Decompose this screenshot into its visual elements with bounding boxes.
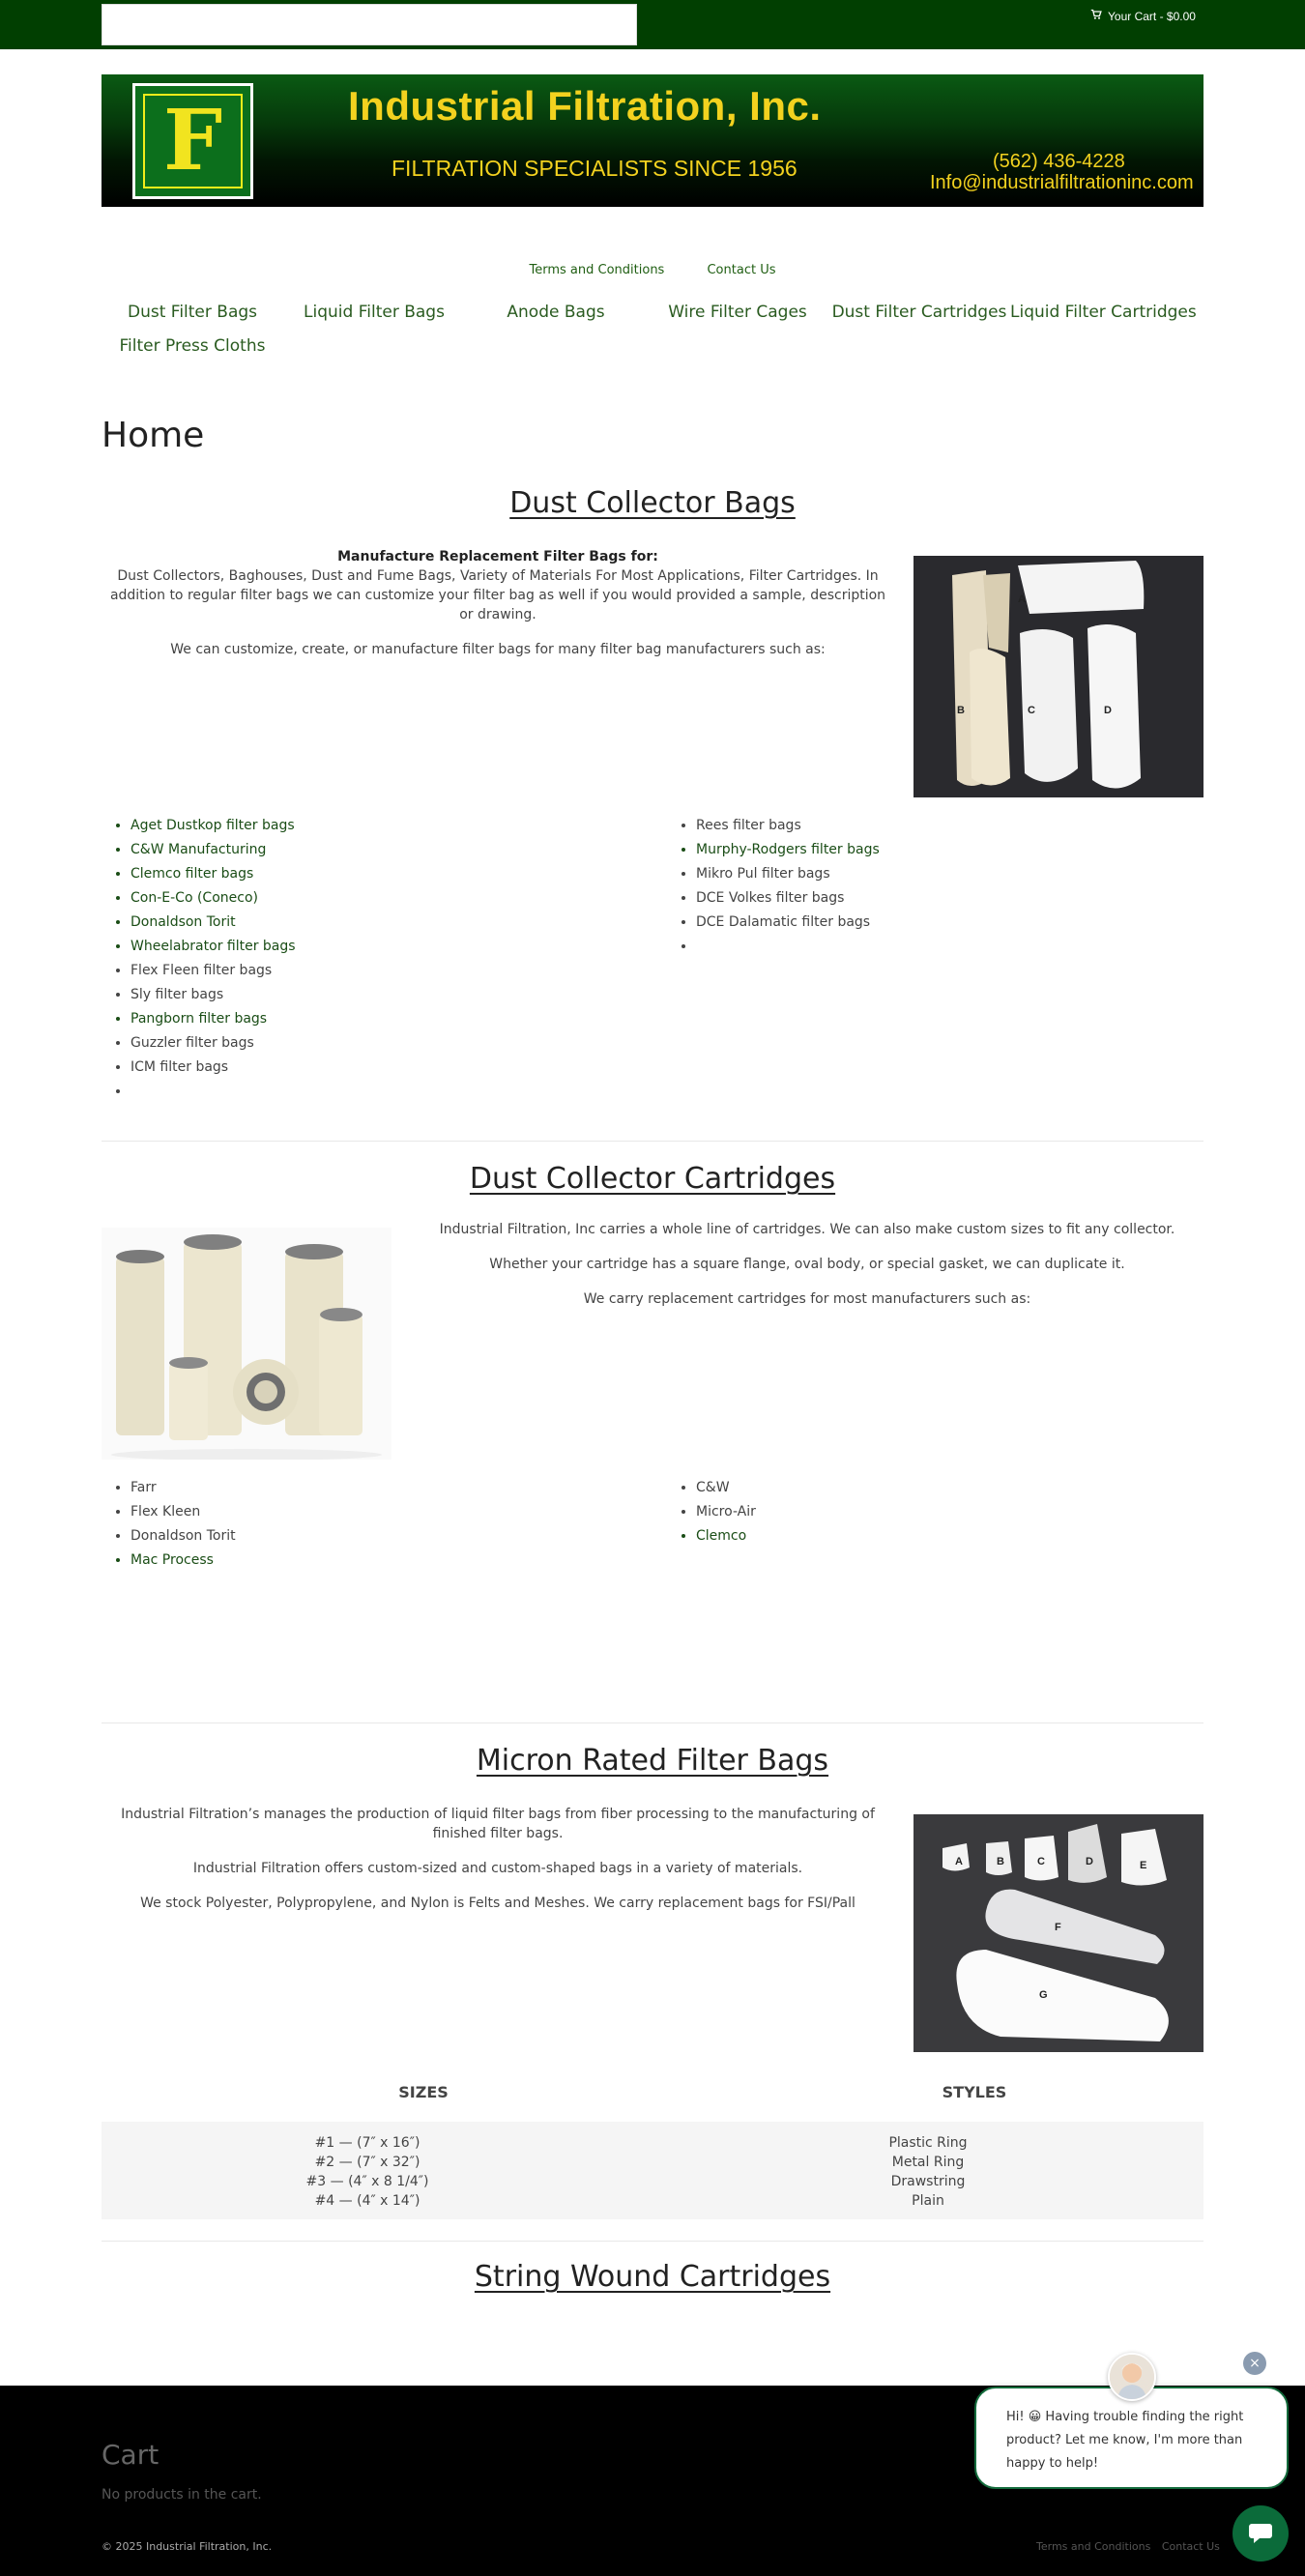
- company-logo: [132, 83, 253, 199]
- sizes-header: [148, 2083, 699, 2101]
- sizes-header-text: SIZES: [398, 2083, 449, 2101]
- footer-contact-link[interactable]: Contact Us: [1161, 2540, 1220, 2553]
- table-cell: Drawstring: [890, 2174, 966, 2189]
- chat-launcher-button[interactable]: [1232, 2505, 1289, 2562]
- section-heading-dust-collector-cartridges[interactable]: Dust Collector Cartridges: [469, 1162, 836, 1196]
- phone-number: (562) 436-4228: [993, 151, 1125, 172]
- cart-link[interactable]: [1090, 9, 1196, 23]
- tagline: FILTRATION SPECIALISTS SINCE 1956: [392, 156, 798, 181]
- section-divider: [102, 1141, 1204, 1142]
- page-title: Home: [102, 416, 205, 456]
- list-item[interactable]: • Mac Process: [130, 1548, 236, 1573]
- section-divider: [102, 1722, 1204, 1723]
- section-heading-string-wound-cartridges[interactable]: String Wound Cartridges: [474, 2260, 831, 2294]
- cartridges-p2: Whether your cartridge has a square flange, oval body, or special gasket, we can duplicate it.: [489, 1257, 1125, 1272]
- chat-agent-avatar: [1108, 2353, 1156, 2401]
- cartridges-list-left: [102, 1476, 236, 1573]
- photo-label-b: B: [957, 705, 965, 716]
- cartridges-list-right: [667, 1476, 756, 1548]
- footer-links: [1029, 2540, 1220, 2553]
- list-item[interactable]: • C&W Manufacturing: [130, 838, 296, 862]
- list-item: • Micro-Air: [696, 1500, 756, 1524]
- micron-bags-photo: [914, 1814, 1204, 2052]
- photo-label-a: A: [955, 1856, 963, 1867]
- cartridges-p3: We carry replacement cartridges for most manufacturers such as:: [583, 1291, 1031, 1307]
- shopping-cart-icon: [1090, 9, 1102, 23]
- photo-label-g: G: [1039, 1989, 1048, 2001]
- nav-item-liquid-filter-bags[interactable]: Liquid Filter Bags: [304, 303, 445, 322]
- list-item: • Sly filter bags: [130, 983, 296, 1007]
- list-item[interactable]: • Clemco filter bags: [130, 862, 296, 886]
- nav-item-filter-press-cloths[interactable]: Filter Press Cloths: [119, 336, 266, 356]
- list-item: • DCE Volkes filter bags: [696, 886, 880, 911]
- cartridges-photo: [102, 1228, 392, 1460]
- list-item: • C&W: [696, 1476, 756, 1500]
- nav-terms-link[interactable]: Terms and Conditions: [529, 263, 665, 277]
- footer-copyright: © 2025 Industrial Filtration, Inc.: [102, 2540, 273, 2553]
- footer-cart-empty: No products in the cart.: [102, 2487, 262, 2503]
- cartridges-text: [420, 1220, 1194, 1324]
- nav-item-dust-filter-bags[interactable]: Dust Filter Bags: [127, 303, 258, 322]
- dust-bags-list-left: [102, 814, 296, 1104]
- company-name: Industrial Filtration, Inc.: [348, 83, 822, 129]
- section-heading-micron-rated-filter-bags[interactable]: Micron Rated Filter Bags: [476, 1744, 829, 1778]
- photo-label-f: F: [1055, 1922, 1061, 1933]
- table-cell: Plastic Ring: [888, 2135, 968, 2151]
- list-item: • DCE Dalamatic filter bags: [696, 911, 880, 935]
- list-item: • Flex Fleen filter bags: [130, 959, 296, 983]
- list-item: • Donaldson Torit: [130, 1524, 236, 1548]
- table-cell: #1 — (7″ x 16″): [314, 2135, 420, 2151]
- dust-bags-photo: [914, 556, 1204, 797]
- list-item[interactable]: • Wheelabrator filter bags: [130, 935, 296, 959]
- section-heading-dust-collector-bags[interactable]: Dust Collector Bags: [509, 486, 796, 520]
- list-item: • Flex Kleen: [130, 1500, 236, 1524]
- table-cell: Metal Ring: [891, 2155, 965, 2170]
- micron-p3: We stock Polyester, Polypropylene, and Nylon is Felts and Meshes. We carry replacement bags for FSI/Pall: [140, 1896, 856, 1911]
- nav-item-wire-filter-cages[interactable]: Wire Filter Cages: [668, 303, 807, 322]
- table-cell: #2 — (7″ x 32″): [314, 2155, 420, 2170]
- list-item[interactable]: • Clemco: [696, 1524, 756, 1548]
- table-cell: Plain: [912, 2193, 944, 2209]
- secondary-nav: [0, 263, 1305, 277]
- dust-bags-intro-bold: Manufacture Replacement Filter Bags for:: [337, 549, 658, 564]
- photo-label-c: C: [1037, 1856, 1045, 1867]
- dust-bags-intro-text: Dust Collectors, Baghouses, Dust and Fume Bags, Variety of Materials For Most Applications, Filter Cartridges. In addition to regular filter bags we can customize your filter bag as well if you would provided a sample, description or drawing.: [109, 568, 886, 622]
- micron-text: [102, 1805, 894, 1928]
- list-item: [696, 935, 880, 959]
- chat-icon: [1247, 2518, 1274, 2549]
- list-item[interactable]: • Pangborn filter bags: [130, 1007, 296, 1031]
- list-item[interactable]: • Aget Dustkop filter bags: [130, 814, 296, 838]
- footer-cart-title: Cart: [102, 2439, 160, 2471]
- nav-item-anode-bags[interactable]: Anode Bags: [507, 303, 605, 322]
- photo-label-a: A: [1018, 593, 1026, 605]
- table-cell: #4 — (4″ x 14″): [314, 2193, 420, 2209]
- dust-bags-intro: [102, 547, 894, 675]
- list-item: [130, 1080, 296, 1104]
- list-item[interactable]: • Donaldson Torit: [130, 911, 296, 935]
- sizes-column: [92, 2133, 643, 2211]
- chat-close-button[interactable]: ×: [1243, 2352, 1266, 2375]
- list-item[interactable]: • Con-E-Co (Coneco): [130, 886, 296, 911]
- nav-item-liquid-filter-cartridges[interactable]: Liquid Filter Cartridges: [1010, 303, 1197, 322]
- search-input[interactable]: [102, 4, 637, 45]
- list-item: • Mikro Pul filter bags: [696, 862, 880, 886]
- table-cell: #3 — (4″ x 8 1/4″): [305, 2174, 429, 2189]
- list-item: • Farr: [130, 1476, 236, 1500]
- header-banner[interactable]: [102, 74, 1204, 207]
- photo-label-b: B: [997, 1856, 1004, 1867]
- micron-p1: Industrial Filtration’s manages the production of liquid filter bags from fiber processing to the manufacturing of finished filter bags.: [121, 1807, 875, 1841]
- list-item[interactable]: • Murphy-Rodgers filter bags: [696, 838, 880, 862]
- cartridges-p1: Industrial Filtration, Inc carries a whole line of cartridges. We can also make custom sizes to fit any collector.: [439, 1222, 1175, 1237]
- photo-label-d: D: [1086, 1856, 1093, 1867]
- email-address: Info@industrialfiltrationinc.com: [930, 172, 1194, 193]
- cart-label: Your Cart - $0.00: [1108, 9, 1196, 23]
- sizes-styles-table: [102, 2122, 1204, 2219]
- section-divider: [102, 2241, 1204, 2242]
- nav-item-dust-filter-cartridges[interactable]: Dust Filter Cartridges: [831, 303, 1007, 322]
- nav-contact-link[interactable]: Contact Us: [707, 263, 776, 277]
- chat-message: Hi! 😀 Having trouble finding the right product? Let me know, I'm more than happy to help!: [1006, 2410, 1244, 2471]
- photo-label-e: E: [1140, 1860, 1147, 1871]
- styles-header-text: STYLES: [942, 2083, 1007, 2101]
- photo-label-d: D: [1104, 705, 1112, 716]
- micron-p2: Industrial Filtration offers custom-sized and custom-shaped bags in a variety of materials.: [192, 1861, 803, 1876]
- list-item: • Guzzler filter bags: [130, 1031, 296, 1056]
- logo-letter: F: [162, 92, 223, 189]
- footer-terms-link[interactable]: Terms and Conditions: [1036, 2540, 1151, 2553]
- list-item: • ICM filter bags: [130, 1056, 296, 1080]
- dust-bags-list-right: [667, 814, 880, 959]
- styles-header: [699, 2083, 1250, 2101]
- styles-column: [652, 2133, 1204, 2211]
- dust-bags-para2: We can customize, create, or manufacture filter bags for many filter bag manufacturers such as:: [170, 642, 826, 657]
- photo-label-c: C: [1028, 705, 1035, 716]
- list-item: • Rees filter bags: [696, 814, 880, 838]
- chat-message-bubble[interactable]: [974, 2387, 1289, 2489]
